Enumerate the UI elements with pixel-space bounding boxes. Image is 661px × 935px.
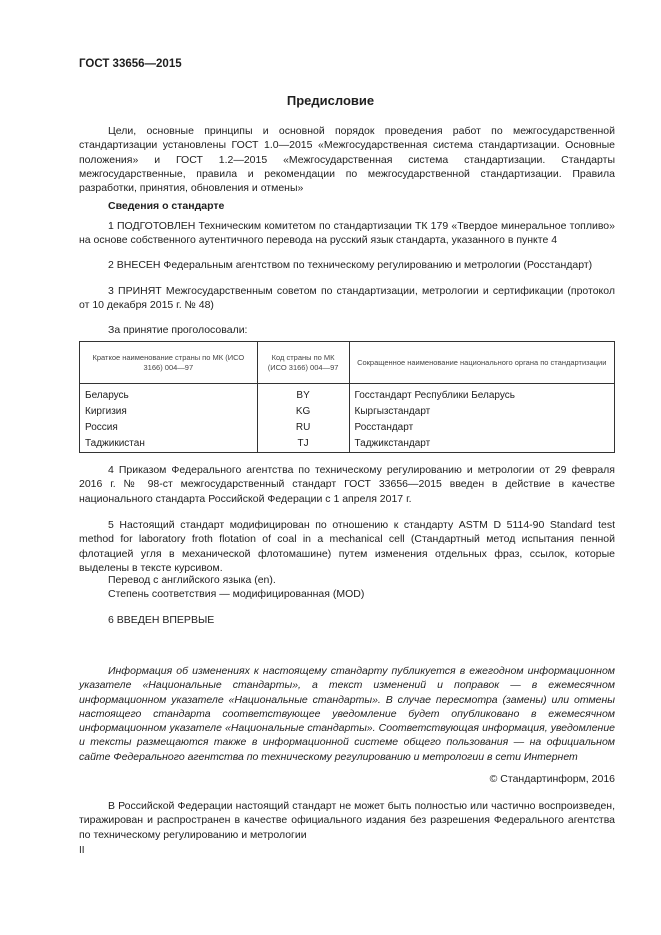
item-4-order: 4 Приказом Федерального агентства по техническому регулированию и метрологии от 29 февраля 2016 г. № 98-ст межгосударственный стандарт ГОСТ 33656—2015 введен в действие в качестве национального стандарта Российской Федерации с 1 апреля 2017 г. [79,464,615,505]
code-cell: TJ [257,436,349,453]
item-5-modified: 5 Настоящий стандарт модифицирован по отношению к стандарту ASTM D 5114-90 Standard test method for laboratory froth flotation of coal in a mechanical cell (Стандартный метод испытания пенной флотацией угля в механической флотомашине) путем изменения отдельных фраз, ссылок, которые выделены в тексте курсивом. [79,519,615,574]
table-row [80,404,615,420]
translation-note: Перевод с английского языка (en). [108,574,276,586]
country-cell: Беларусь [80,384,258,405]
header-national-body: Сокращенное наименование национального органа по стандартизации [349,342,615,384]
code-cell: KG [257,404,349,420]
page-title: Предисловие [286,93,375,108]
table-row [80,420,615,436]
voted-label: За принятие проголосовали: [108,324,248,336]
body-cell: Росстандарт [349,420,615,436]
body-cell: Кыргызстандарт [349,404,615,420]
country-cell: Россия [80,420,258,436]
document-code-header: ГОСТ 33656—2015 [79,58,182,70]
item-2-submitted: 2 ВНЕСЕН Федеральным агентством по техническому регулированию и метрологии (Росстандарт) [108,259,593,271]
code-cell: RU [257,420,349,436]
voting-table-header [80,342,615,384]
table-row [80,436,615,453]
country-cell: Киргизия [80,404,258,420]
item-1-prepared: 1 ПОДГОТОВЛЕН Техническим комитетом по стандартизации ТК 179 «Твердое минеральное топливо» на основе собственного аутентичного перевода на русский язык стандарта, указанного в пункте 4 [79,220,615,247]
conformity-note: Степень соответствия — модифицированная (MOD) [108,588,365,600]
country-cell: Таджикистан [80,436,258,453]
header-country-code: Код страны по МК (ИСО 3166) 004—97 [257,342,349,384]
item-3-adopted: 3 ПРИНЯТ Межгосударственным советом по стандартизации, метрологии и сертификации (протокол от 10 декабря 2015 г. № 48) [79,285,615,312]
reproduction-restriction: В Российской Федерации настоящий стандарт не может быть полностью или частично воспроизведен, тиражирован и распространен в качестве официального издания без разрешения Федерального агентства по техническому регулированию и метрологии [79,800,615,841]
body-cell: Таджикстандарт [349,436,615,453]
table-row [80,384,615,405]
foreword-intro-paragraph: Цели, основные принципы и основной порядок проведения работ по межгосударственной стандартизации установлены ГОСТ 1.0—2015 «Межгосударственная система стандартизации. Основные положения» и ГОСТ 1.2—2015 «Межгосударственная система стандартизации. Стандарты межгосударственные, правила и рекомендации по межгосударственной стандартизации. Правила разработки, принятия, обновления и отмены» [79,125,615,195]
item-6-introduced: 6 ВВЕДЕН ВПЕРВЫЕ [108,614,215,626]
changes-information-note: Информация об изменениях к настоящему стандарту публикуется в ежегодном информационном указателе «Национальные стандарты», а текст изменений и поправок — в ежемесячном информационном указателе «Национальные стандарты». В случае пересмотра (замены) или отмены настоящего стандарта соответствующее уведомление будет опубликовано в ежемесячном информационном указателе «Национальные стандарты». Соответствующая информация, уведомление и тексты размещаются также в информационной системе общего пользования — на официальном сайте Федерального агентства по техническому регулированию и метрологии в сети Интернет [79,665,615,763]
about-standard-heading: Сведения о стандарте [108,200,225,212]
header-country-name: Краткое наименование страны по МК (ИСО 3166) 004—97 [80,342,258,384]
voting-table [79,341,615,453]
page-number: II [79,845,85,856]
code-cell: BY [257,384,349,405]
copyright-line: © Стандартинформ, 2016 [489,773,615,785]
body-cell: Госстандарт Республики Беларусь [349,384,615,405]
